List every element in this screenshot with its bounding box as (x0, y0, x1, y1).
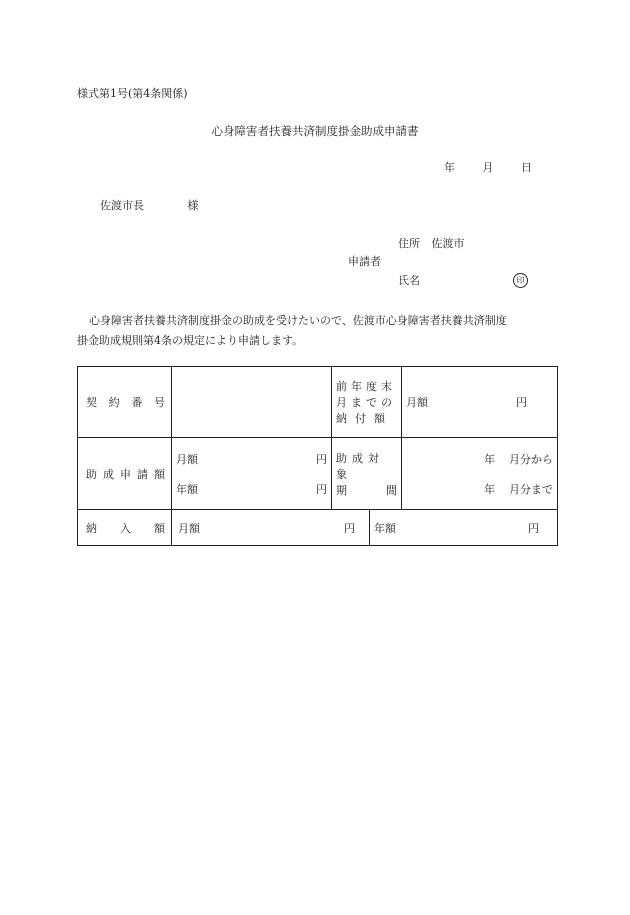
prev-year-paid-field[interactable] (402, 367, 558, 438)
prev-year-paid-label: 前年度末 月までの 納付額 (332, 367, 402, 438)
applicant-address (398, 238, 465, 249)
body-line-2: 掛金助成規則第4条の規定により申請します。 (77, 334, 304, 347)
date-day-label: 日 (521, 161, 532, 174)
address-value: 佐渡市 (431, 237, 465, 250)
addressee-name: 佐渡市長 (100, 199, 144, 212)
prev-monthly-label: 月額 (406, 396, 428, 409)
period-to-year: 年 (484, 482, 495, 496)
body-text (77, 311, 563, 351)
seal-icon: 印 (513, 273, 528, 288)
period-from-year: 年 (484, 452, 495, 466)
payment-annual-yen: 円 (528, 521, 539, 535)
subsidy-annual-yen: 円 (316, 482, 327, 496)
body-line-1: 心身障害者扶養共済制度掛金の助成を受けたいので、佐渡市心身障害者扶養共済制度 (89, 314, 507, 327)
date-line (444, 162, 532, 173)
form-number: 様式第1号(第4条関係) (77, 87, 188, 100)
prev-yen-label: 円 (516, 396, 527, 409)
contract-number-field[interactable] (172, 367, 332, 438)
contract-number-label: 契 約 番 号 (78, 367, 172, 438)
subsidy-monthly-yen: 円 (316, 452, 327, 466)
applicant-name (398, 275, 420, 286)
subsidy-annual-label: 年額 (176, 482, 198, 496)
date-year-label: 年 (444, 161, 455, 174)
subsidy-amount-label: 助 成 申 請 額 (78, 438, 172, 510)
payment-monthly-yen: 円 (344, 521, 355, 535)
table-row-payment (78, 510, 558, 546)
addressee (100, 200, 199, 211)
payment-amount-label: 納 入 額 (78, 510, 172, 546)
payment-monthly-label: 月額 (178, 521, 200, 535)
application-table (77, 366, 558, 546)
subsidy-amount-field[interactable] (172, 438, 332, 510)
applicant-label: 申請者 (348, 255, 381, 268)
page-title: 心身障害者扶養共済制度掛金助成申請書 (211, 124, 419, 138)
address-label: 住所 (398, 237, 420, 250)
date-month-label: 月 (482, 161, 494, 174)
name-label: 氏名 (398, 274, 420, 287)
period-to-month: 月分まで (509, 482, 553, 496)
addressee-honorific: 様 (187, 199, 199, 212)
subsidy-monthly-label: 月額 (176, 452, 198, 466)
payment-monthly-field[interactable] (172, 510, 370, 546)
subsidy-period-label: 助成対象 期 間 (332, 438, 402, 510)
payment-annual-field[interactable] (370, 510, 558, 546)
table-row-contract (78, 367, 558, 438)
period-from-month: 月分から (509, 452, 553, 466)
payment-annual-label: 年額 (374, 521, 396, 535)
table-row-subsidy (78, 438, 558, 510)
subsidy-period-field[interactable] (402, 438, 558, 510)
